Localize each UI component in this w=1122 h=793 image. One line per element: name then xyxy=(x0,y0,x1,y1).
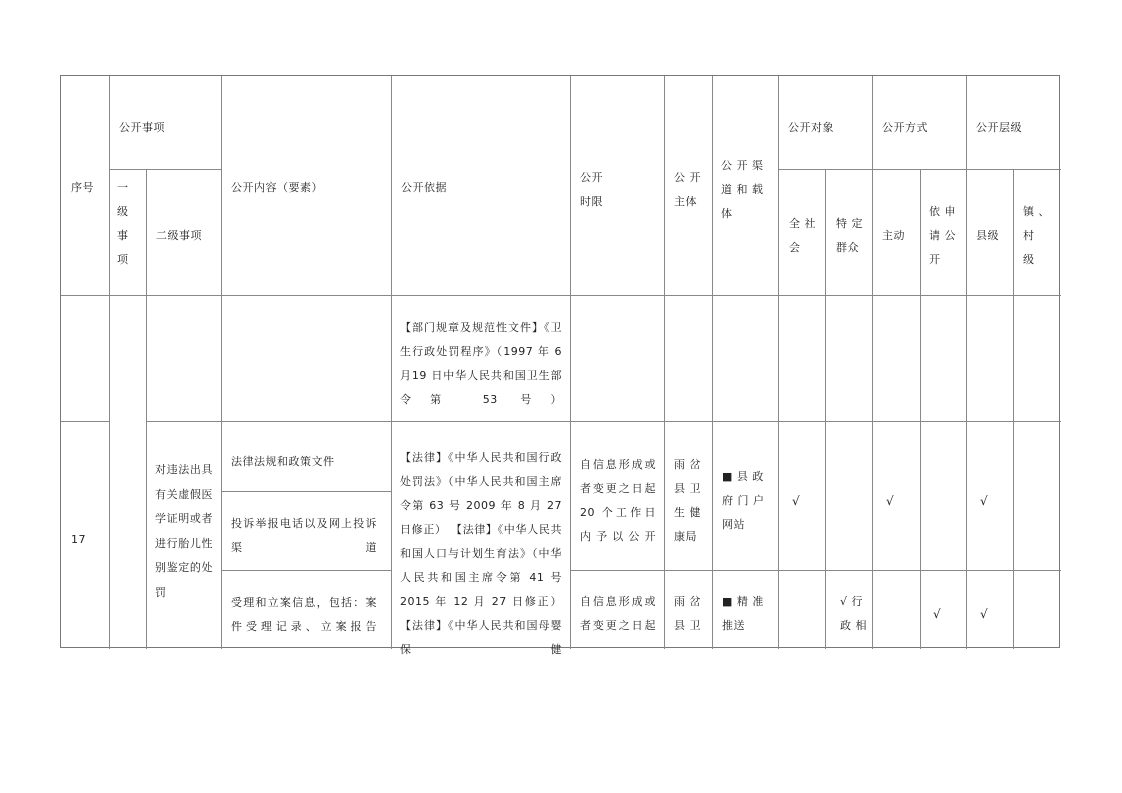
header-level: 公开层级 xyxy=(976,121,1022,134)
rule xyxy=(61,295,1061,296)
row17-b-subject: 雨 岔 县 卫 xyxy=(674,595,701,632)
header-level2: 二级事项 xyxy=(156,229,202,242)
rule xyxy=(778,76,779,649)
row17-b-specific: √ 行 政 相 xyxy=(840,595,867,632)
row17-content-3: 受理和立案信息，包括：案件受理记录、立案报告 xyxy=(231,596,377,633)
header-index: 序号 xyxy=(71,181,94,194)
row17-a-subject: 雨 岔 县 卫 生 健 康局 xyxy=(674,458,701,543)
rule xyxy=(391,76,392,649)
row17-a-check-all: √ xyxy=(792,494,801,508)
header-target: 公开对象 xyxy=(788,121,834,134)
row17-a-check-county: √ xyxy=(980,494,989,508)
header-level1: 一 级 事 项 xyxy=(117,181,129,266)
row17-b-timelimit: 自信息形成或者变更之日起 xyxy=(580,595,656,632)
row17-level2: 对违法出具有关虚假医学证明或者进行胎儿性别鉴定的处罚 xyxy=(155,463,213,599)
row17-content-2: 投诉举报电话以及网上投诉渠道 xyxy=(231,517,377,554)
header-content: 公开内容（要素） xyxy=(231,181,323,194)
rule xyxy=(109,169,221,170)
header-matters: 公开事项 xyxy=(119,121,165,134)
rule xyxy=(966,76,967,649)
rule xyxy=(664,76,665,649)
prev-basis: 【部门规章及规范性文件】《卫生行政处罚程序》（1997 年 6 月19 日中华人民共和国卫生部令第 53 号） xyxy=(400,321,566,406)
rule xyxy=(570,76,571,649)
rule xyxy=(221,76,222,649)
rule xyxy=(872,76,873,649)
rule xyxy=(570,570,1061,571)
rule xyxy=(146,169,147,649)
rule xyxy=(1013,169,1014,649)
header-level-town: 镇 、 村 级 xyxy=(1023,205,1050,266)
rule xyxy=(221,570,391,571)
row17-a-channel: ■ 县 政 府 门 户 网站 xyxy=(722,470,765,531)
rule xyxy=(221,491,391,492)
rule xyxy=(109,76,110,649)
header-method-apply: 依 申 请 公 开 xyxy=(929,205,956,266)
header-method: 公开方式 xyxy=(882,121,928,134)
rule xyxy=(61,421,109,422)
row17-content-1: 法律法规和政策文件 xyxy=(231,455,335,468)
header-subject: 公 开 主体 xyxy=(674,171,701,208)
row17-b-check-apply: √ xyxy=(933,607,942,621)
row17-index: 17 xyxy=(71,533,86,546)
rule xyxy=(920,169,921,649)
header-level-county: 县级 xyxy=(976,229,999,242)
row17-a-timelimit: 自信息形成或者变更之日起 20 个工作日内予以公开 xyxy=(580,458,660,543)
header-channel: 公 开 渠 道 和 载 体 xyxy=(721,159,764,220)
rule xyxy=(825,169,826,649)
disclosure-table xyxy=(60,75,1060,656)
row17-b-channel: ■ 精 准 推送 xyxy=(722,595,764,632)
header-target-specific: 特 定 群众 xyxy=(836,217,863,254)
header-basis: 公开依据 xyxy=(401,181,447,194)
row17-a-check-active: √ xyxy=(886,494,895,508)
row17-basis: 【法律】《中华人民共和国行政处罚法》（中华人民共和国主席令第 63 号 2009 年 8 月 27 日修正） 【法律】《中华人民共和国人口与计划生育法》（中华人民共和国主席令第 41 号 2015 年 12 月 27 日修正） 【法律】《中华人民共和国母婴保健 xyxy=(400,451,566,656)
rule xyxy=(146,421,1061,422)
header-target-all: 全 社 会 xyxy=(789,217,816,254)
header-timelimit: 公开 时限 xyxy=(580,171,603,208)
header-method-active: 主动 xyxy=(882,229,905,242)
row17-b-check-county: √ xyxy=(980,607,989,621)
rule xyxy=(712,76,713,649)
